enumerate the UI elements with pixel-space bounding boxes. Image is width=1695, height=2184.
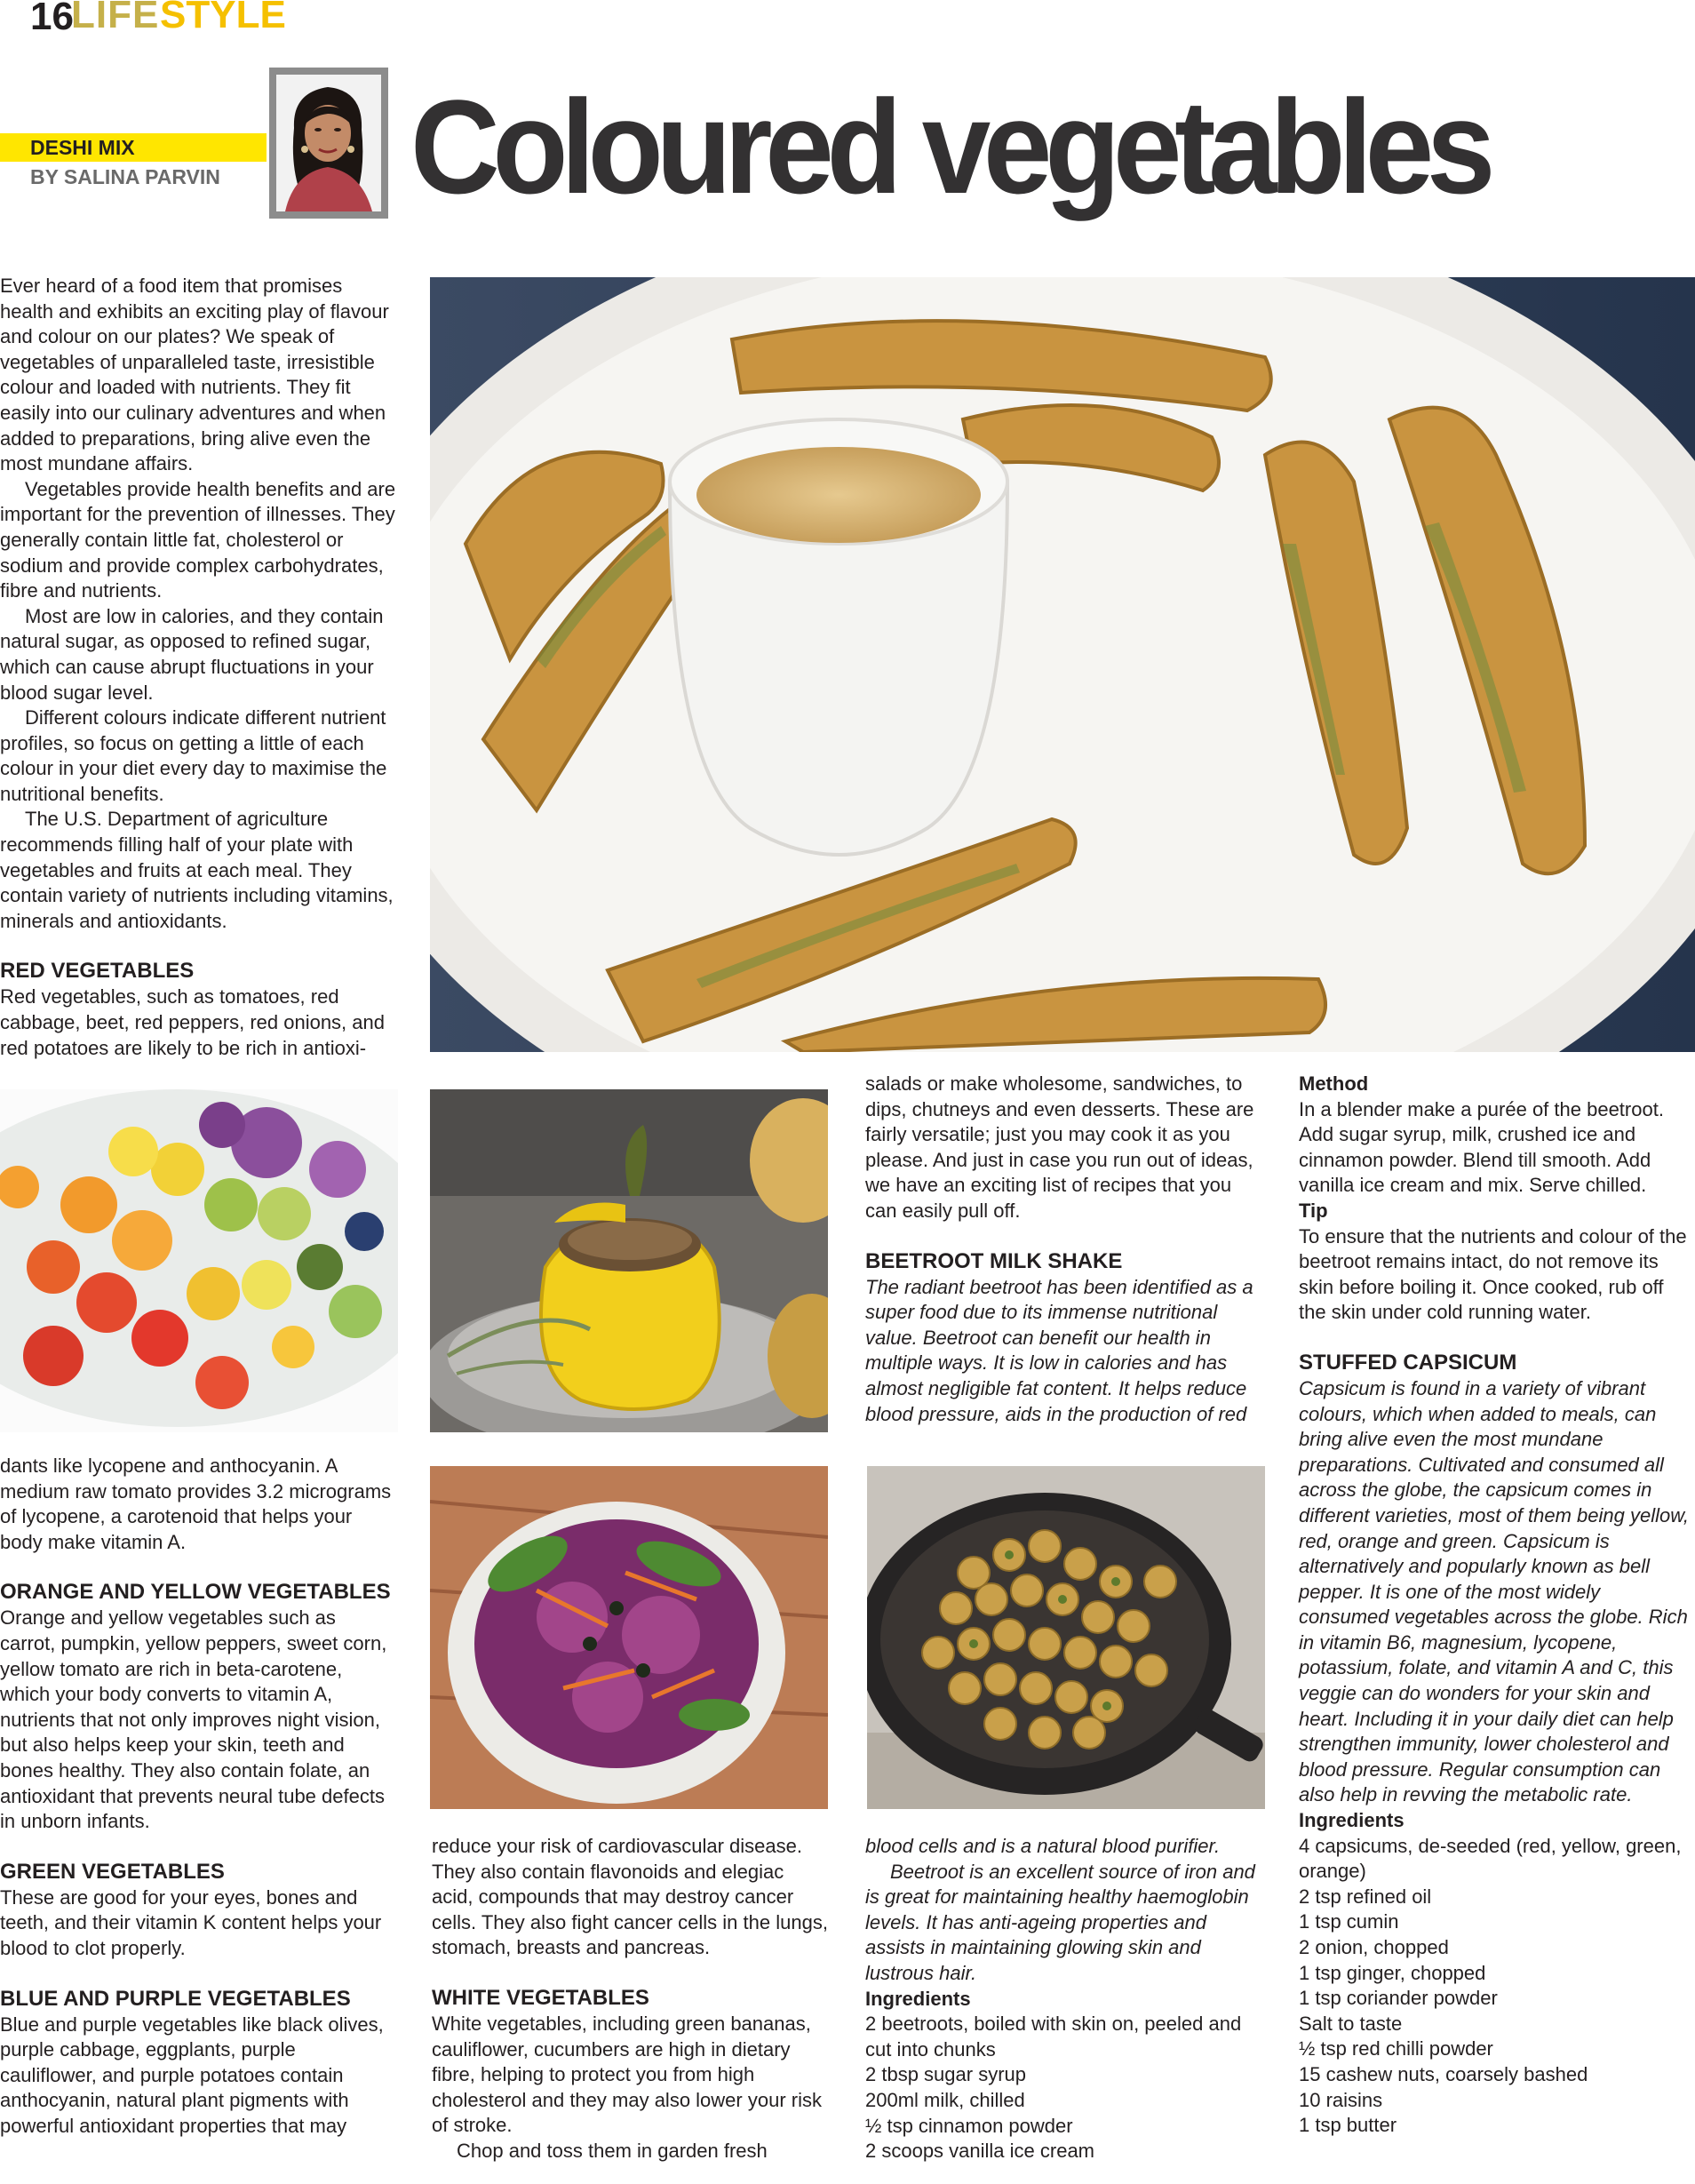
beetroot-ingredients-label: Ingredients <box>865 1987 971 2010</box>
beetroot-benefits-text: Beetroot is an excellent source of iron and is great for maintaining healthy haemoglobin levels. It has anti-ageing properties and assists in maintaining glowing skin and lustrous hair. <box>865 1860 1255 1984</box>
column-name: DESHI MIX <box>30 136 135 159</box>
beetroot-ingredient: 2 scoops vanilla ice cream <box>865 2140 1095 2163</box>
intro-paragraph-2: Vegetables provide health benefits and are important for the prevention of illnesses. They generally contain little fat, cholesterol or sodium and provide complex carbohydrates, fibre and nutrients. <box>0 477 396 602</box>
capsicum-intro-text: Capsicum is found in a variety of vibrant colours, which when added to meals, can bring alive even the most mundane preparations. Cultivated and consumed all across the globe, the capsicum comes in different varieties, most of them being yellow, red, orange and green. Capsicum is alternatively and popularly known as bell pepper. It is one of the most widely consumed vegetables across the globe. Rich in vitamin B6, magnesium, lycopene, potassium, folate, and vitamin A and C, this veggie can do wonders for your skin and heart. Including it in your daily diet can help strengthen immunity, lower cholesterol and blood pressure. Regular consumption can also help in revving the metabolic rate. <box>1299 1376 1689 1806</box>
intro-paragraph-1: Ever heard of a food item that promises health and exhibits an exciting play of flavour and colour on our plates? We speak of vegetables of unparalleled taste, irresistible colour and loaded with nutrients. They fit easily into our culinary adventures and when added to preparations, bring alive even the most mundane affairs. <box>0 275 389 475</box>
heading-green-vegetables: GREEN VEGETABLES <box>0 1859 225 1884</box>
author-photo <box>269 68 388 219</box>
beetroot-intro-text-continued: blood cells and is a natural blood purifier. <box>865 1835 1221 1857</box>
section-name-life: LIFE <box>71 0 160 36</box>
capsicum-ingredient: 1 tsp cumin <box>1299 1910 1399 1933</box>
red-vegetables-text-continued: dants like lycopene and anthocyanin. A medium raw tomato provides 3.2 micrograms of lycopene, a carotenoid that helps your body make vitamin A. <box>0 1455 392 1553</box>
beetroot-ingredient: 200ml milk, chilled <box>865 2088 1025 2111</box>
photo-fried-okra-dip <box>430 277 1695 1052</box>
capsicum-ingredient: 1 tsp butter <box>1299 2114 1397 2137</box>
blue-purple-vegetables-text-continued: reduce your risk of cardiovascular disease. They also contain flavonoids and elegiac acid, compounds that may destroy cancer cells. They also fight cancer cells in the lungs, stomach, breasts and pancreas. <box>432 1835 828 1959</box>
capsicum-ingredient: 10 raisins <box>1299 2088 1383 2111</box>
beetroot-tip-label: Tip <box>1299 1199 1328 1222</box>
beetroot-intro-text: The radiant beetroot has been identified as a super food due to its immense nutritional value. Beetroot can benefit our health in multiple ways. It is low in calories and has almost negligible fat content. It helps reduce blood pressure, aids in the production of red <box>865 1275 1253 1425</box>
column-2-bottom <box>432 1834 828 2164</box>
capsicum-ingredient: ½ tsp red chilli powder <box>1299 2037 1493 2060</box>
capsicum-ingredients-label: Ingredients <box>1299 1809 1405 1832</box>
column-3-top <box>865 1072 1265 1427</box>
green-vegetables-text: These are good for your eyes, bones and teeth, and their vitamin K content helps your blood to clot properly. <box>0 1885 382 1959</box>
recipes-intro-text: salads or make wholesome, sandwiches, to dips, chutneys and even desserts. These are fairly versatile; just you may cook it as you please. And just in case you run out of ideas, we have an exciting list of recipes that you can easily pull off. <box>865 1072 1254 1222</box>
byline: BY SALINA PARVIN <box>30 165 220 188</box>
blue-purple-vegetables-text: Blue and purple vegetables like black olives, purple cabbage, eggplants, purple cauliflower, and purple potatoes contain anthocyanin, natural plant pigments with powerful antioxidant properties that may <box>0 2013 384 2137</box>
intro-paragraph-5: The U.S. Department of agriculture recommends filling half of your plate with vegetables and fruits at each meal. They contain variety of nutrients including vitamins, minerals and antioxidants. <box>0 808 394 932</box>
white-vegetables-text: White vegetables, including green bananas, cauliflower, cucumbers are high in dietary fibre, helping to protect you from high cholesterol and they may also lower your risk of stroke. <box>432 2012 822 2137</box>
heading-stuffed-capsicum: STUFFED CAPSICUM <box>1299 1350 1517 1375</box>
beetroot-method-label: Method <box>1299 1072 1369 1095</box>
photo-purple-cabbage-salad <box>430 1466 828 1809</box>
red-vegetables-text: Red vegetables, such as tomatoes, red cabbage, beet, red peppers, red onions, and red potatoes are likely to be rich in antioxi- <box>0 985 385 1059</box>
beetroot-tip-text: To ensure that the nutrients and colour of the beetroot remains intact, do not remove its skin before boiling it. Once cooked, rub off the skin under cold running water. <box>1299 1224 1687 1324</box>
white-vegetables-text-continued: Chop and toss them in garden fresh <box>457 2139 768 2162</box>
column-1-top <box>0 274 396 1061</box>
capsicum-ingredient: 1 tsp ginger, chopped <box>1299 1961 1486 1984</box>
heading-red-vegetables: RED VEGETABLES <box>0 959 195 984</box>
capsicum-ingredient: 4 capsicums, de-seeded (red, yellow, green, orange) <box>1299 1834 1682 1883</box>
intro-paragraph-3: Most are low in calories, and they contain natural sugar, as opposed to refined sugar, which can cause abrupt fluctuations in your blood sugar level. <box>0 604 384 704</box>
column-1-bottom <box>0 1454 396 2139</box>
headline: Coloured vegetables <box>410 72 1489 221</box>
page-number: 16 <box>30 0 74 38</box>
capsicum-ingredient: 1 tsp coriander powder <box>1299 1987 1498 2010</box>
heading-orange-yellow-vegetables: ORANGE AND YELLOW VEGETABLES <box>0 1580 391 1605</box>
column-4 <box>1299 1072 1695 2139</box>
heading-blue-purple-vegetables: BLUE AND PURPLE VEGETABLES <box>0 1986 351 2011</box>
photo-colourful-salad <box>0 1089 398 1432</box>
capsicum-ingredient: 2 onion, chopped <box>1299 1936 1449 1958</box>
intro-paragraph-4: Different colours indicate different nutrient profiles, so focus on getting a little of each colour in your diet every day to maximise the nutritional benefits. <box>0 706 387 805</box>
heading-white-vegetables: WHITE VEGETABLES <box>432 1985 649 2010</box>
capsicum-ingredient: 15 cashew nuts, coarsely bashed <box>1299 2062 1588 2085</box>
capsicum-ingredient: Salt to taste <box>1299 2012 1403 2035</box>
photo-stuffed-capsicum <box>430 1089 828 1432</box>
section-name-style: STYLE <box>160 0 286 36</box>
capsicum-ingredient: 2 tsp refined oil <box>1299 1885 1432 1908</box>
beetroot-ingredient: 2 tbsp sugar syrup <box>865 2063 1026 2086</box>
beetroot-ingredient: ½ tsp cinnamon powder <box>865 2114 1073 2137</box>
beetroot-ingredient: 2 beetroots, boiled with skin on, peeled and cut into chunks <box>865 2013 1242 2060</box>
heading-beetroot-milk-shake: BEETROOT MILK SHAKE <box>865 1248 1123 1273</box>
photo-okra-skillet <box>867 1466 1265 1809</box>
column-3-bottom <box>865 1834 1265 2164</box>
beetroot-method-text: In a blender make a purée of the beetroot. Add sugar syrup, milk, crushed ice and cinnamon powder. Blend till smooth. Add vanilla ice cream and mix. Serve chilled. <box>1299 1097 1664 1197</box>
orange-yellow-vegetables-text: Orange and yellow vegetables such as carrot, pumpkin, yellow peppers, sweet corn, yellow tomato are rich in beta-carotene, which your body converts to vitamin A, nutrients that not only improves night vision, but also helps keep your skin, teeth and bones healthy. They also contain folate, an antioxidant that prevents neural tube defects in unborn infants. <box>0 1606 387 1833</box>
